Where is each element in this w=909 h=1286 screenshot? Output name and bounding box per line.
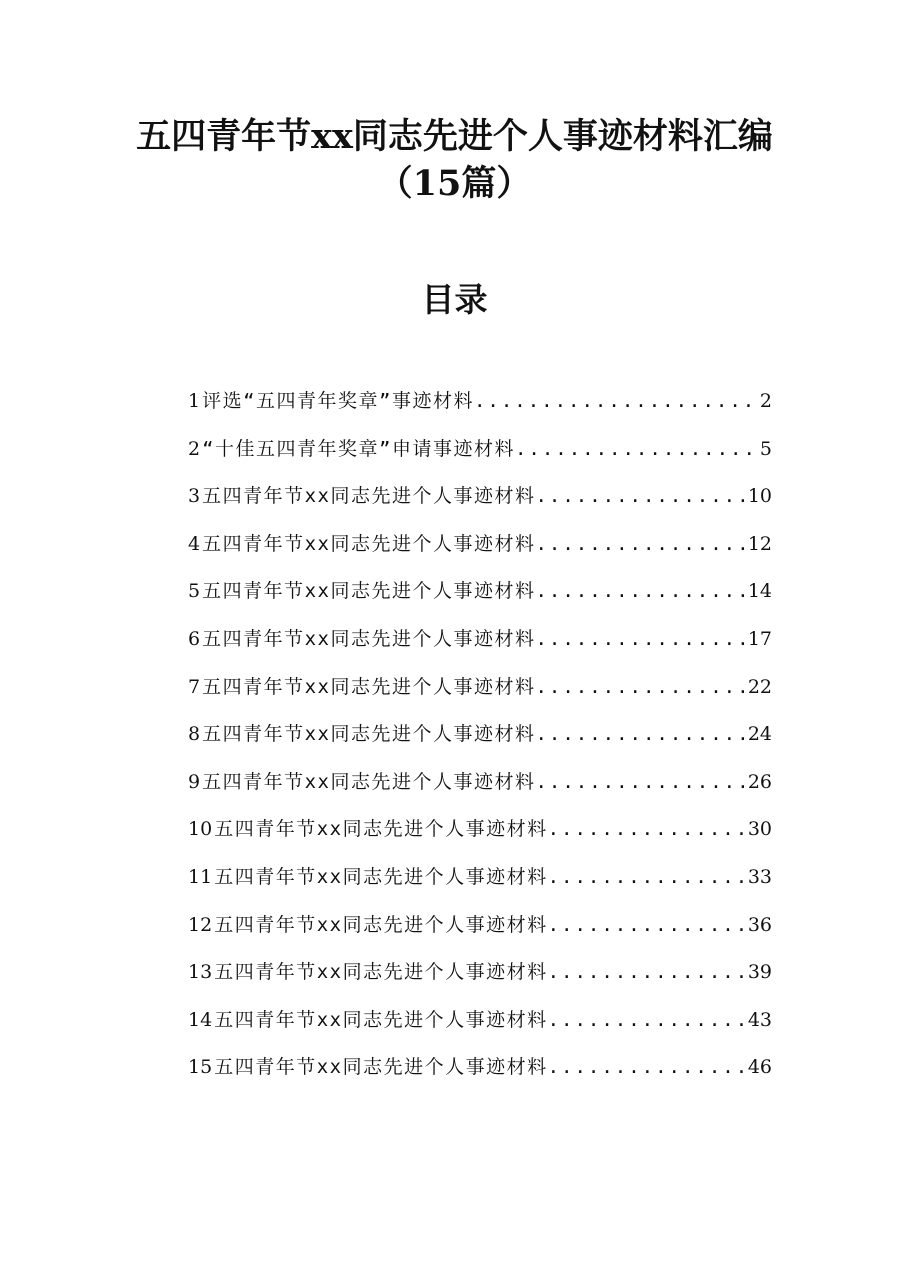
toc-entry[interactable] (188, 715, 772, 763)
toc-entry-number: 1 (188, 390, 201, 412)
toc-entry-number: 13 (188, 961, 213, 984)
toc-entry-page: 43 (747, 1008, 772, 1031)
toc-entry[interactable] (188, 906, 772, 954)
toc-entry-title: 五四青年节xx同志先进个人事迹材料 (214, 865, 548, 888)
toc-entry[interactable] (188, 953, 772, 1001)
toc-leader-dots (548, 1048, 748, 1086)
toc-entry-number: 7 (188, 675, 201, 698)
toc-leader-dots (535, 668, 747, 706)
toc-entry-number: 3 (188, 485, 201, 508)
toc-entry-title: 五四青年节xx同志先进个人事迹材料 (202, 627, 536, 650)
toc-leader-dots (548, 906, 748, 944)
toc-entry-number: 14 (188, 1008, 213, 1031)
toc-entry[interactable] (188, 763, 772, 811)
toc-entry[interactable] (188, 382, 772, 430)
document-subtitle-count: （15篇） (377, 163, 532, 204)
toc-entry-page: 46 (747, 1056, 772, 1079)
toc-entry-page: 36 (747, 913, 772, 936)
toc-entry-page: 30 (747, 818, 772, 841)
toc-entry[interactable] (188, 525, 772, 573)
toc-entry-number: 2 (188, 437, 201, 460)
toc-entry-page: 5 (759, 437, 772, 460)
toc-entry[interactable] (188, 858, 772, 906)
toc-leader-dots (548, 810, 748, 848)
toc-entry-page: 14 (747, 580, 772, 603)
toc-entry-number: 4 (188, 532, 201, 555)
toc-entry-title: 五四青年节xx同志先进个人事迹材料 (202, 580, 536, 603)
toc-entry[interactable] (188, 1001, 772, 1049)
toc-entry-page: 22 (747, 675, 772, 698)
toc-entry-page: 26 (747, 770, 772, 793)
toc-entry[interactable] (188, 477, 772, 525)
toc-entry-page: 39 (747, 961, 772, 984)
document-title: 五四青年节xx同志先进个人事迹材料汇编 (136, 116, 773, 157)
toc-entry-title: 五四青年节xx同志先进个人事迹材料 (214, 961, 548, 984)
toc-entry[interactable] (188, 620, 772, 668)
toc-entry-number: 10 (188, 818, 213, 841)
toc-entry[interactable] (188, 668, 772, 716)
toc-entry-page: 2 (759, 390, 772, 412)
toc-entry-number: 9 (188, 770, 201, 793)
toc-leader-dots (474, 382, 760, 420)
toc-entry-page: 12 (747, 532, 772, 555)
toc-leader-dots (548, 1001, 748, 1039)
toc-entry-title: “十佳五四青年奖章”申请事迹材料 (202, 437, 515, 460)
toc-leader-dots (548, 953, 748, 991)
toc-entry-page: 17 (747, 627, 772, 650)
toc-leader-dots (535, 525, 747, 563)
toc-entry-number: 12 (188, 913, 213, 936)
toc-entry-title: 评选“五四青年奖章”事迹材料 (202, 390, 474, 412)
toc-entry-page: 24 (747, 723, 772, 746)
toc-leader-dots (535, 715, 747, 753)
toc-leader-dots (535, 477, 747, 515)
toc-entry-title: 五四青年节xx同志先进个人事迹材料 (214, 913, 548, 936)
toc-entry-title: 五四青年节xx同志先进个人事迹材料 (214, 818, 548, 841)
toc-leader-dots (535, 572, 747, 610)
toc-entry-title: 五四青年节xx同志先进个人事迹材料 (202, 485, 536, 508)
toc-entry-title: 五四青年节xx同志先进个人事迹材料 (202, 770, 536, 793)
toc-entry-number: 11 (188, 865, 213, 888)
table-of-contents (188, 382, 772, 1096)
toc-entry-number: 8 (188, 723, 201, 746)
toc-leader-dots (548, 858, 748, 896)
toc-leader-dots (535, 620, 747, 658)
toc-entry-title: 五四青年节xx同志先进个人事迹材料 (202, 675, 536, 698)
toc-entry[interactable] (188, 430, 772, 478)
toc-entry-title: 五四青年节xx同志先进个人事迹材料 (202, 723, 536, 746)
toc-entry-page: 10 (747, 485, 772, 508)
toc-entry-title: 五四青年节xx同志先进个人事迹材料 (214, 1008, 548, 1031)
toc-entry-title: 五四青年节xx同志先进个人事迹材料 (214, 1056, 548, 1079)
toc-entry[interactable] (188, 810, 772, 858)
toc-leader-dots (515, 430, 760, 468)
toc-entry[interactable] (188, 572, 772, 620)
toc-entry[interactable] (188, 1048, 772, 1096)
toc-entry-number: 15 (188, 1056, 213, 1079)
toc-entry-title: 五四青年节xx同志先进个人事迹材料 (202, 532, 536, 555)
toc-entry-page: 33 (747, 865, 772, 888)
toc-entry-number: 5 (188, 580, 201, 603)
toc-entry-number: 6 (188, 627, 201, 650)
toc-leader-dots (535, 763, 747, 801)
toc-heading: 目录 (421, 280, 488, 319)
